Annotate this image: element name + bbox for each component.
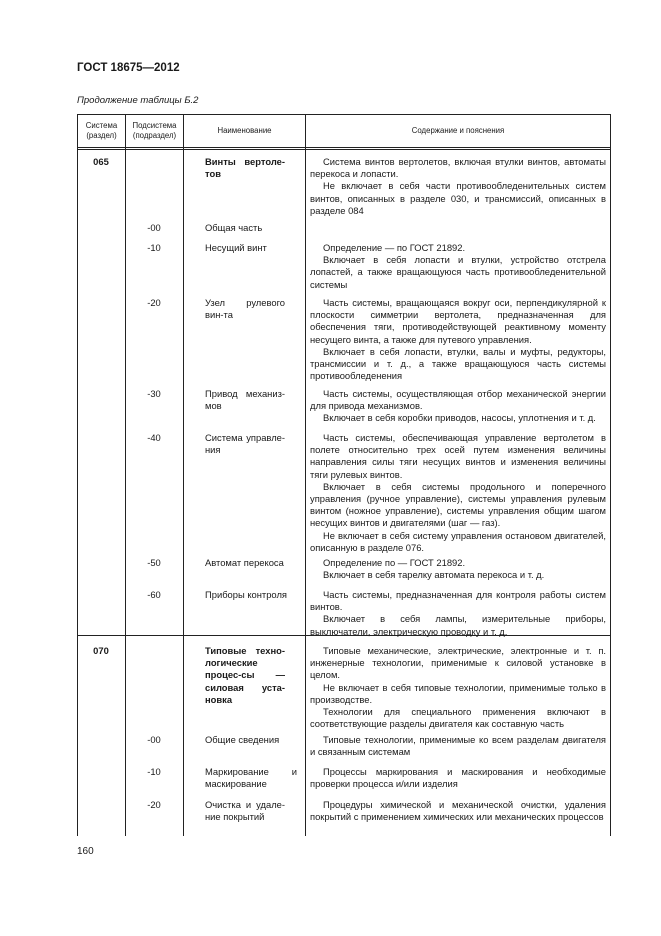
entry-description — [310, 645, 606, 730]
description-paragraph: Система винтов вертолетов, включая втулки винтов, автоматы перекоса и лопасти. — [310, 156, 606, 180]
entry-description — [310, 734, 606, 758]
system-code: 065 — [93, 156, 109, 167]
subsystem-code: -20 — [147, 297, 161, 308]
header-divider — [77, 147, 611, 148]
entry-name: Общая часть — [205, 222, 263, 233]
subsystem-code: -50 — [147, 557, 161, 568]
entry-description — [310, 766, 606, 790]
column-header-name: Наименование — [217, 125, 272, 135]
entry-description — [310, 799, 606, 823]
description-paragraph: Включает в себя лопасти, втулки, валы и муфты, редукторы, трансмиссии и т. д., а также вращающуюся часть системы противообледенения — [310, 345, 606, 382]
description-paragraph: Определение — по ГОСТ 21892. — [323, 242, 466, 253]
column-divider — [305, 114, 306, 836]
entry-description — [310, 557, 606, 581]
description-paragraph: Не включает в себя типовые технологии, применимые только в производстве. — [310, 681, 606, 705]
description-paragraph: Технологии для специального применения включают в соответствующие разделы двигателя как составную часть — [310, 706, 606, 730]
entry-name: Общие сведения — [205, 734, 280, 745]
subsystem-code: -20 — [147, 799, 161, 810]
subsystem-code: -30 — [147, 388, 161, 399]
entry-name: Приборы контроля — [205, 589, 287, 600]
entry-name: Несущий винт — [205, 242, 267, 253]
entry-description — [310, 242, 606, 291]
entry-name: Система управле-ния — [205, 432, 285, 456]
entry-description — [310, 589, 606, 638]
entry-description — [310, 156, 606, 217]
description-paragraph: Включает в себя лопасти и втулки, устройство отстрела лопастей, а также вращающуюся часть противообледенительной системы — [310, 254, 606, 290]
description-paragraph: Не включает в себя систему управления остановом двигателей, описанную в разделе 076. — [310, 529, 606, 553]
description-paragraph: Процессы маркирования и маскирования и необходимые проверки процесса и/или изделия — [310, 766, 606, 790]
entry-description — [310, 297, 606, 382]
systems-table — [77, 114, 611, 836]
entry-name: Типовые техно-логические процес-сы — силовая уста-новка — [205, 645, 285, 705]
page-number: 160 — [77, 846, 94, 857]
entry-name: Автомат перекоса — [205, 557, 284, 568]
entry-name: Очистка и удале-ние покрытий — [205, 799, 285, 823]
table-border-right — [610, 114, 611, 836]
subsystem-code: -10 — [147, 242, 161, 253]
description-paragraph: Включает в себя коробки приводов, насосы, уплотнения и т. д. — [323, 412, 596, 424]
description-paragraph: Часть системы, предназначенная для контроля работы систем винтов. — [310, 589, 606, 613]
description-paragraph: Включает в себя системы продольного и поперечного управления (ручное управление), системы управления рулевым винтом (ножное управление), системы управления общим шагом несущих винтов и двигателями (шаг — газ). — [310, 480, 606, 529]
description-paragraph: Типовые механические, электрические, электронные и т. п. инженерные технологии, применимые к силовой установке в целом. — [310, 645, 606, 681]
table-caption: Продолжение таблицы Б.2 — [77, 95, 199, 106]
entry-name: Привод механиз-мов — [205, 388, 285, 412]
description-paragraph: Часть системы, осуществляющая отбор механической энергии для привода механизмов. — [310, 388, 606, 412]
entry-description — [310, 432, 606, 554]
subsystem-code: -00 — [147, 222, 161, 233]
header-divider — [77, 149, 611, 150]
column-header-content: Содержание и пояснения — [411, 125, 505, 135]
description-paragraph: Не включает в себя части противообледенительных систем винтов, описанных в разделе 030, и трансмиссий, описанных в разделе 084 — [310, 180, 606, 216]
description-paragraph: Часть системы, обеспечивающая управление вертолетом в полете относительно трех осей путем изменения величины направления силы тяги несущих винтов и изменения величины тяги рулевых винтов. — [310, 432, 606, 480]
entry-name: Маркирование и маскирование — [205, 766, 297, 790]
document-header: ГОСТ 18675—2012 — [77, 62, 180, 74]
subsystem-code: -60 — [147, 589, 161, 600]
table-border-left — [77, 114, 78, 836]
subsystem-code: -40 — [147, 432, 161, 443]
column-header-subsystem: Подсистема (подраздел) — [132, 120, 177, 140]
description-paragraph: Часть системы, вращающаяся вокруг оси, перпендикулярной к плоскости симметрии вертолета, предназначенная для обеспечения тяги, противодействующей реактивному моменту несущего винта, а также для путевого управления. — [310, 297, 606, 345]
subsystem-code: -10 — [147, 766, 161, 777]
description-paragraph: Типовые технологии, применимые ко всем разделам двигателя и связанным системам — [310, 734, 606, 758]
description-paragraph: Включает в себя тарелку автомата перекоса и т. д. — [323, 569, 545, 581]
column-header-system: Система (раздел) — [85, 120, 118, 140]
entry-description — [310, 388, 606, 425]
description-paragraph: Включает в себя лампы, измерительные приборы, выключатели, электрическую проводку и т. д. — [310, 613, 606, 637]
subsystem-code: -00 — [147, 734, 161, 745]
description-paragraph: Процедуры химической и механической очистки, удаления покрытий с применением химических или механических процессов — [310, 799, 606, 823]
entry-name: Винты вертоле-тов — [205, 156, 285, 180]
entry-name: Узел рулевого вин-та — [205, 297, 285, 321]
description-paragraph: Определение по — ГОСТ 21892. — [323, 557, 466, 568]
system-code: 070 — [93, 645, 109, 656]
column-divider — [183, 114, 184, 836]
